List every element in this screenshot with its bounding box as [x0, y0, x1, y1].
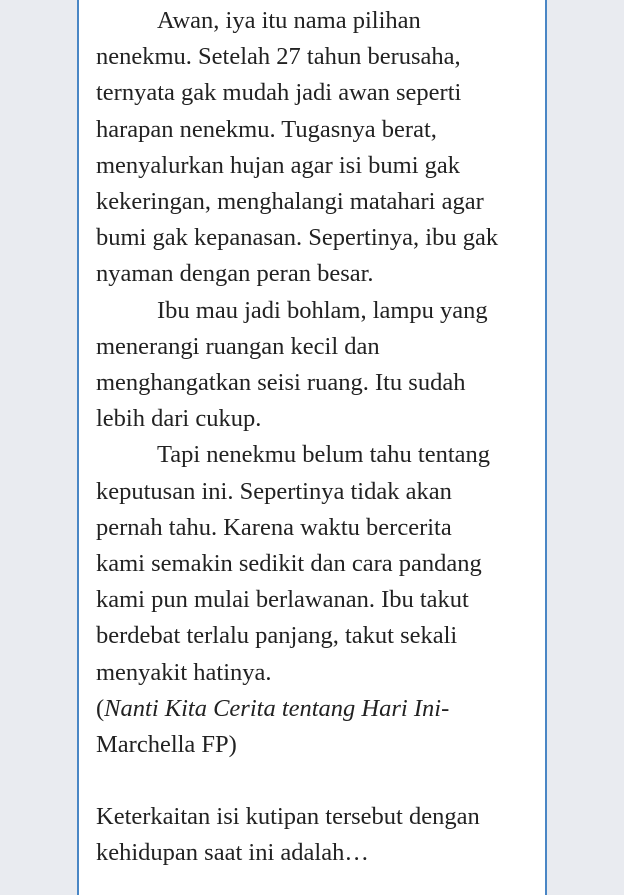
excerpt-text — [96, 3, 532, 872]
paragraph-1-line-1: Awan, iya itu nama pilihan — [157, 7, 421, 34]
paragraph-3-line-7: menyakit hatinya. — [96, 658, 272, 686]
paragraph-2-line-3: menghangatkan seisi ruang. Itu sudah — [96, 369, 466, 397]
paragraph-1-line-7: bumi gak kepanasan. Sepertinya, ibu gak — [96, 224, 499, 252]
citation-author: Marchella FP) — [96, 731, 237, 759]
paragraph-2-line-2: menerangi ruangan kecil dan — [96, 332, 380, 360]
document-page — [77, 0, 547, 895]
paragraph-1-line-8: nyaman dengan peran besar. — [96, 260, 374, 288]
paragraph-3-line-1: Tapi nenekmu belum tahu tentang — [157, 441, 491, 469]
paragraph-1-line-5: menyalurkan hujan agar isi bumi gak — [96, 151, 460, 179]
paragraph-3-line-2: keputusan ini. Sepertinya tidak akan — [96, 477, 452, 505]
paragraph-3-line-4: kami semakin sedikit dan cara pandang — [96, 550, 482, 578]
paragraph-1-line-4: harapan nenekmu. Tugasnya berat, — [96, 115, 437, 143]
paragraph-3-line-5: kami pun mulai berlawanan. Ibu takut — [96, 586, 469, 614]
citation-open-paren: ( — [96, 694, 105, 722]
citation-title: Nanti Kita Cerita tentang Hari Ini — [104, 694, 442, 722]
paragraph-2-line-4: lebih dari cukup. — [96, 405, 262, 433]
citation-dash: - — [441, 694, 450, 722]
paragraph-3-line-6: berdebat terlalu panjang, takut sekali — [96, 622, 458, 650]
question-line-2: kehidupan saat ini adalah… — [96, 839, 369, 867]
paragraph-1-line-3: ternyata gak mudah jadi awan seperti — [96, 79, 462, 107]
paragraph-3-line-3: pernah tahu. Karena waktu bercerita — [96, 513, 452, 541]
question-line-1: Keterkaitan isi kutipan tersebut dengan — [96, 803, 480, 831]
spacer — [96, 763, 532, 799]
paragraph-2-line-1: Ibu mau jadi bohlam, lampu yang — [157, 296, 488, 324]
paragraph-1-line-6: kekeringan, menghalangi matahari agar — [96, 188, 484, 216]
citation-line-1 — [96, 691, 532, 727]
paragraph-1-line-2: nenekmu. Setelah 27 tahun berusaha, — [96, 43, 461, 71]
